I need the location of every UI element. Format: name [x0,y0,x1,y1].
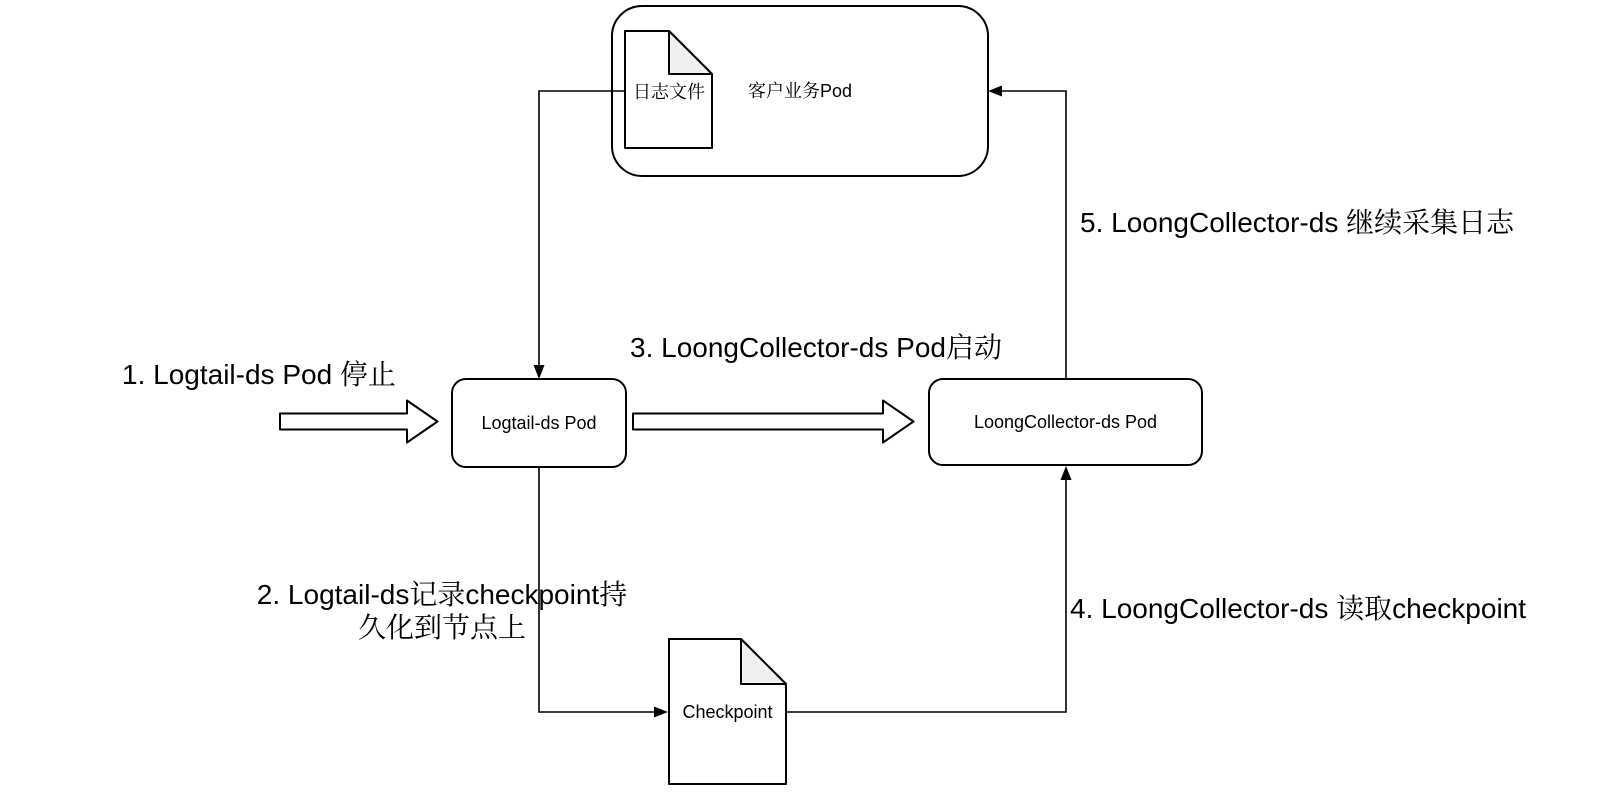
step4-label: 4. LoongCollector-ds 读取checkpoint [1070,593,1527,624]
logtail-pod-label: Logtail-ds Pod [481,413,597,433]
log-file-label: 日志文件 [633,82,705,102]
checkpoint-label: Checkpoint [682,702,773,722]
connector-loongcollector-to-customerpod-arrowhead-icon [988,86,1002,97]
connector-loongcollector-to-customerpod-line [1002,91,1066,379]
connector-checkpoint-to-loongcollector [786,466,1072,712]
step1-block-arrow-icon [280,401,438,443]
step1-label: 1. Logtail-ds Pod 停止 [122,359,396,390]
loongcollector-pod-label: LoongCollector-ds Pod [973,412,1158,432]
step3-label: 3. LoongCollector-ds Pod启动 [630,332,1002,363]
step2-label [242,578,642,644]
step2-label-line1: 2. Logtail-ds记录checkpoint持 [256,579,628,610]
connector-logfile-to-logtail-arrowhead-icon [534,365,545,379]
connector-checkpoint-to-loongcollector-arrowhead-icon [1061,466,1072,480]
step2-label-line2: 久化到节点上 [357,612,526,643]
checkpoint-fold-corner [741,639,786,684]
step3-block-arrow-icon [633,401,914,443]
customer-pod-label: 客户业务Pod [747,81,853,101]
connector-checkpoint-to-loongcollector-line [786,480,1066,712]
step5-label: 5. LoongCollector-ds 继续采集日志 [1080,207,1515,238]
connector-logtail-to-checkpoint-arrowhead-icon [654,707,668,718]
